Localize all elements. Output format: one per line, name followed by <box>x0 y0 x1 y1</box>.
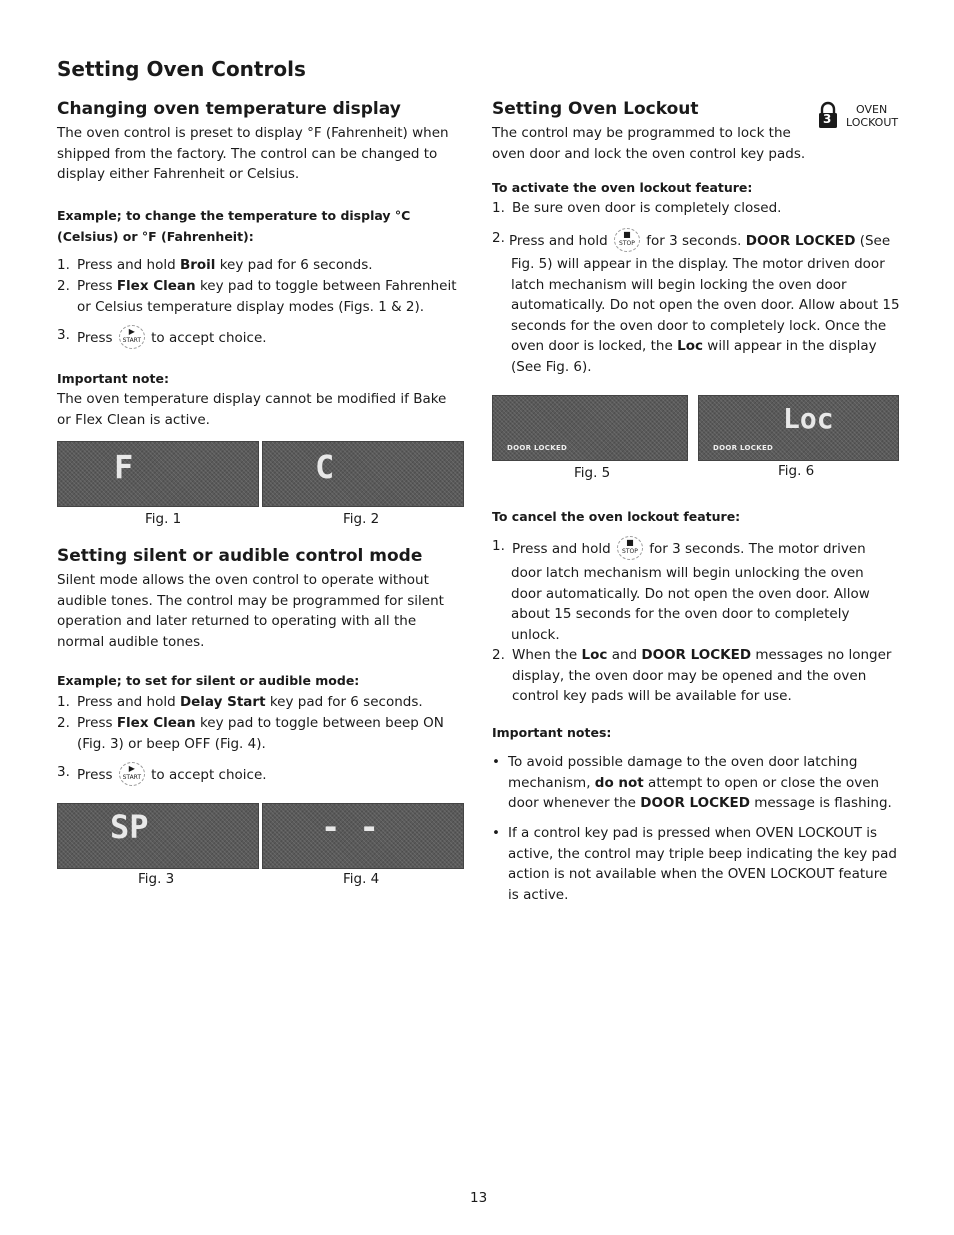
step-number: 2. <box>492 230 505 246</box>
bullet: • <box>492 825 500 841</box>
temp-example-label-2: (Celsius) or °F (Fahrenheit): <box>57 229 254 244</box>
fig3-display <box>57 803 259 869</box>
step-number: 2. <box>492 647 505 663</box>
step-text: Press <box>77 715 117 731</box>
fig6-caption: Fig. 6 <box>778 463 815 479</box>
lockout-heading: Setting Oven Lockout <box>492 99 699 119</box>
oven-lockout-icon <box>818 101 838 129</box>
flex-clean-key-label: Flex Clean <box>116 715 196 731</box>
fig6-door-locked-text: DOOR LOCKED <box>713 444 774 452</box>
door-locked-label: DOOR LOCKED <box>745 233 856 249</box>
lockout-note-1: • To avoid possible damage to the oven door latching mechanism, do not attempt to open or close the oven door whenever the DOOR LOCKED message is flashing. <box>492 754 892 812</box>
fig3-caption: Fig. 3 <box>138 871 175 887</box>
fig4-display-text: - - <box>321 808 379 846</box>
silent-step-2 <box>57 713 457 754</box>
step-text: Press <box>77 330 113 346</box>
lockout-cancel-step-1 <box>492 536 897 560</box>
start-key-icon: ▶ START <box>119 762 145 786</box>
fig2-display-text: C <box>315 448 335 486</box>
lockout-icon-label-2: LOCKOUT <box>846 116 899 129</box>
silent-intro: Silent mode allows the oven control to operate without audible tones. The control may be programmed for silent operation and later returned to operating with all the normal audible tones. <box>57 572 444 650</box>
step-number: 1. <box>57 257 70 273</box>
step-number: 1. <box>492 538 505 554</box>
fig6-display <box>698 395 899 461</box>
step-text: to accept choice. <box>151 767 267 783</box>
temp-note-text: The oven temperature display cannot be modified if Bake or Flex Clean is active. <box>57 391 447 428</box>
temp-heading: Changing oven temperature display <box>57 99 401 119</box>
step-text: key pad for 6 seconds. <box>215 257 373 273</box>
temp-step-3 <box>57 325 457 349</box>
step-text: (See <box>855 233 891 249</box>
lockout-cancel-step-1-cont: door latch mechanism will begin unlocking the oven door automatically. Do not open the oven door. Allow about 15 seconds for the oven door to completely unlock. <box>511 565 870 643</box>
stop-key-icon: ■ STOP <box>617 536 643 560</box>
silent-step-3 <box>57 762 457 786</box>
lockout-activate-step-2-cont: Fig. 5) will appear in the display. The motor driven door latch mechanism will begin locking the oven door automatically. Do not open the oven door. Allow about 15 seconds for the oven door to completely lock. Once the oven door is locked, the Loc will appear in the display (See Fig. 6). <box>511 256 900 375</box>
step-text: Press and hold <box>77 257 180 273</box>
lockout-icon-label-1: OVEN <box>856 103 888 116</box>
fig1-display-text: F <box>114 448 134 486</box>
fig1-display <box>57 441 259 507</box>
temp-note-label: Important note: <box>57 371 169 386</box>
fig2-display <box>262 441 464 507</box>
stop-key-icon: ■ STOP <box>614 228 640 252</box>
step-text: for 3 seconds. The motor driven <box>649 541 866 557</box>
step-number: 1. <box>492 200 505 216</box>
start-key-icon: ▶ START <box>119 325 145 349</box>
lockout-cancel-label: To cancel the oven lockout feature: <box>492 509 741 524</box>
note-text: If a control key pad is pressed when OVEN LOCKOUT is active, the control may triple beep indicating the key pad action is not available when the OVEN LOCKOUT feature is active. <box>508 825 897 903</box>
lockout-notes-label: Important notes: <box>492 725 612 740</box>
step-number: 1. <box>57 694 70 710</box>
page-number: 13 <box>470 1190 488 1206</box>
lockout-activate-label: To activate the oven lockout feature: <box>492 180 753 195</box>
fig5-caption: Fig. 5 <box>574 465 611 481</box>
step-text: key pad to toggle between Fahrenheit or Celsius temperature display modes (Figs. 1 & 2). <box>77 278 457 315</box>
temp-step-1 <box>57 255 457 276</box>
step-text: Press and hold <box>512 541 611 557</box>
lockout-icon-number: 3 <box>823 112 832 126</box>
page-title: Setting Oven Controls <box>57 57 306 81</box>
step-text: for 3 seconds. <box>646 233 746 249</box>
lockout-intro: The control may be programmed to lock the oven door and lock the oven control key pads. <box>492 125 806 162</box>
step-text: Press and hold <box>77 694 180 710</box>
silent-example-label: Example; to set for silent or audible mode: <box>57 673 360 688</box>
broil-key-label: Broil <box>179 257 216 273</box>
silent-step-1 <box>57 692 457 713</box>
lockout-note-2 <box>492 823 897 905</box>
step-text: Press <box>77 278 117 294</box>
temp-example-label-1: Example; to change the temperature to display °C <box>57 208 411 223</box>
step-text: Be sure oven door is completely closed. <box>512 200 782 216</box>
step-number: 3. <box>57 327 70 343</box>
fig2-caption: Fig. 2 <box>343 511 380 527</box>
delay-start-key-label: Delay Start <box>179 694 266 710</box>
step-text: Press <box>77 767 113 783</box>
step-number: 2. <box>57 278 70 294</box>
fig5-display <box>492 395 688 461</box>
step-text: Press and hold <box>509 233 608 249</box>
fig6-display-text: Loc <box>783 402 834 435</box>
silent-heading: Setting silent or audible control mode <box>57 546 423 566</box>
step-text: to accept choice. <box>151 330 267 346</box>
fig1-caption: Fig. 1 <box>145 511 182 527</box>
flex-clean-key-label: Flex Clean <box>116 278 196 294</box>
lockout-activate-step-2 <box>492 228 902 252</box>
step-text: key pad to toggle between beep ON (Fig. 3) or beep OFF (Fig. 4). <box>77 715 444 752</box>
bullet: • <box>492 754 500 770</box>
lockout-activate-step-1 <box>492 198 897 219</box>
fig3-display-text: SP <box>110 808 149 846</box>
temp-step-2 <box>57 276 457 317</box>
step-text: key pad for 6 seconds. <box>265 694 423 710</box>
temp-intro: The oven control is preset to display °F (Fahrenheit) when shipped from the factory. The control can be changed to display either Fahrenheit or Celsius. <box>57 125 449 183</box>
fig4-caption: Fig. 4 <box>343 871 380 887</box>
lockout-cancel-step-2: 2. When the Loc and DOOR LOCKED messages no longer display, the oven door may be opened and the oven control key pads will be available for use. <box>492 647 892 705</box>
step-number: 2. <box>57 715 70 731</box>
step-number: 3. <box>57 764 70 780</box>
fig5-door-locked-text: DOOR LOCKED <box>507 444 568 452</box>
fig4-display <box>262 803 464 869</box>
